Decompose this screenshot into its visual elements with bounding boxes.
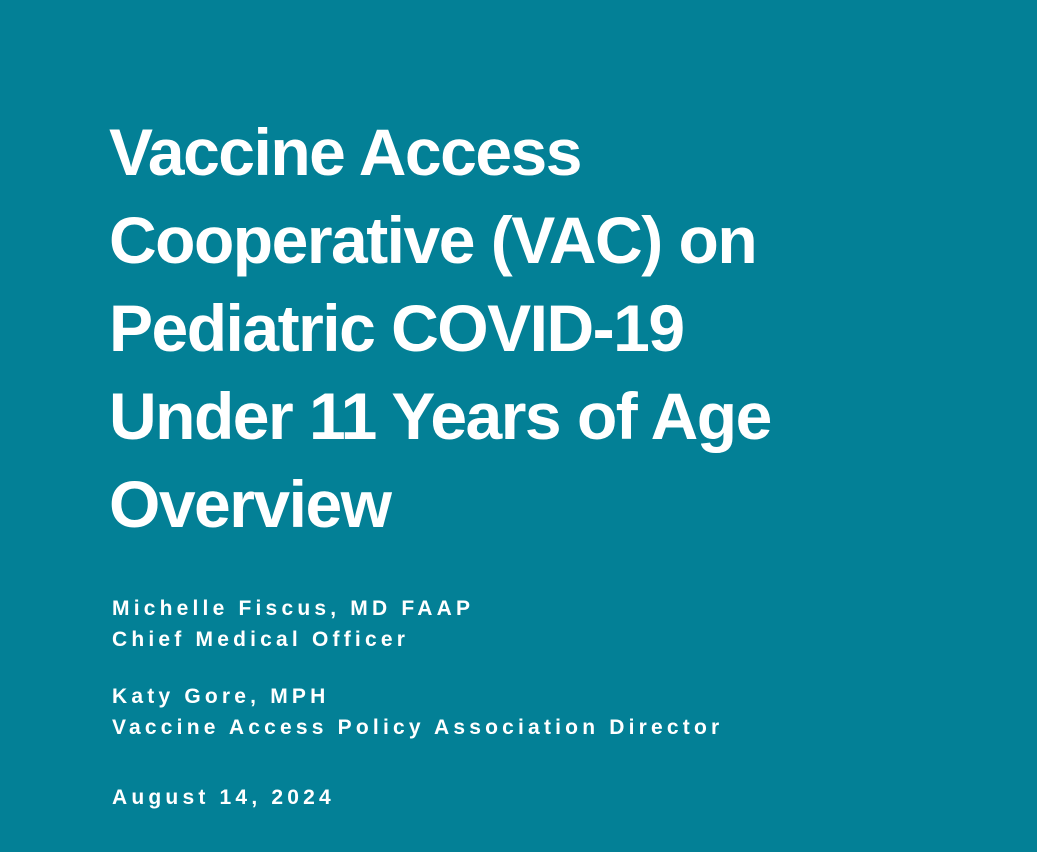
- presenter-role: Chief Medical Officer: [112, 628, 410, 651]
- presenter-block: [112, 681, 1012, 743]
- slide-title: [109, 108, 1009, 548]
- presenter-name: Michelle Fiscus, MD FAAP: [112, 597, 475, 620]
- slide-title-line: Cooperative (VAC) on: [109, 203, 757, 277]
- slide-title-line: Under 11 Years of Age: [109, 379, 771, 453]
- presentation-date: August 14, 2024: [112, 786, 335, 809]
- presenter-role: Vaccine Access Policy Association Director: [112, 716, 724, 739]
- slide-title-line: Vaccine Access: [109, 115, 581, 189]
- presenter-block: [112, 593, 1012, 655]
- presenter-list: [112, 593, 1012, 743]
- slide-title-line: Overview: [109, 467, 391, 541]
- presenter-name: Katy Gore, MPH: [112, 685, 330, 708]
- presentation-date-block: [112, 782, 335, 813]
- slide-title-line: Pediatric COVID-19: [109, 291, 684, 365]
